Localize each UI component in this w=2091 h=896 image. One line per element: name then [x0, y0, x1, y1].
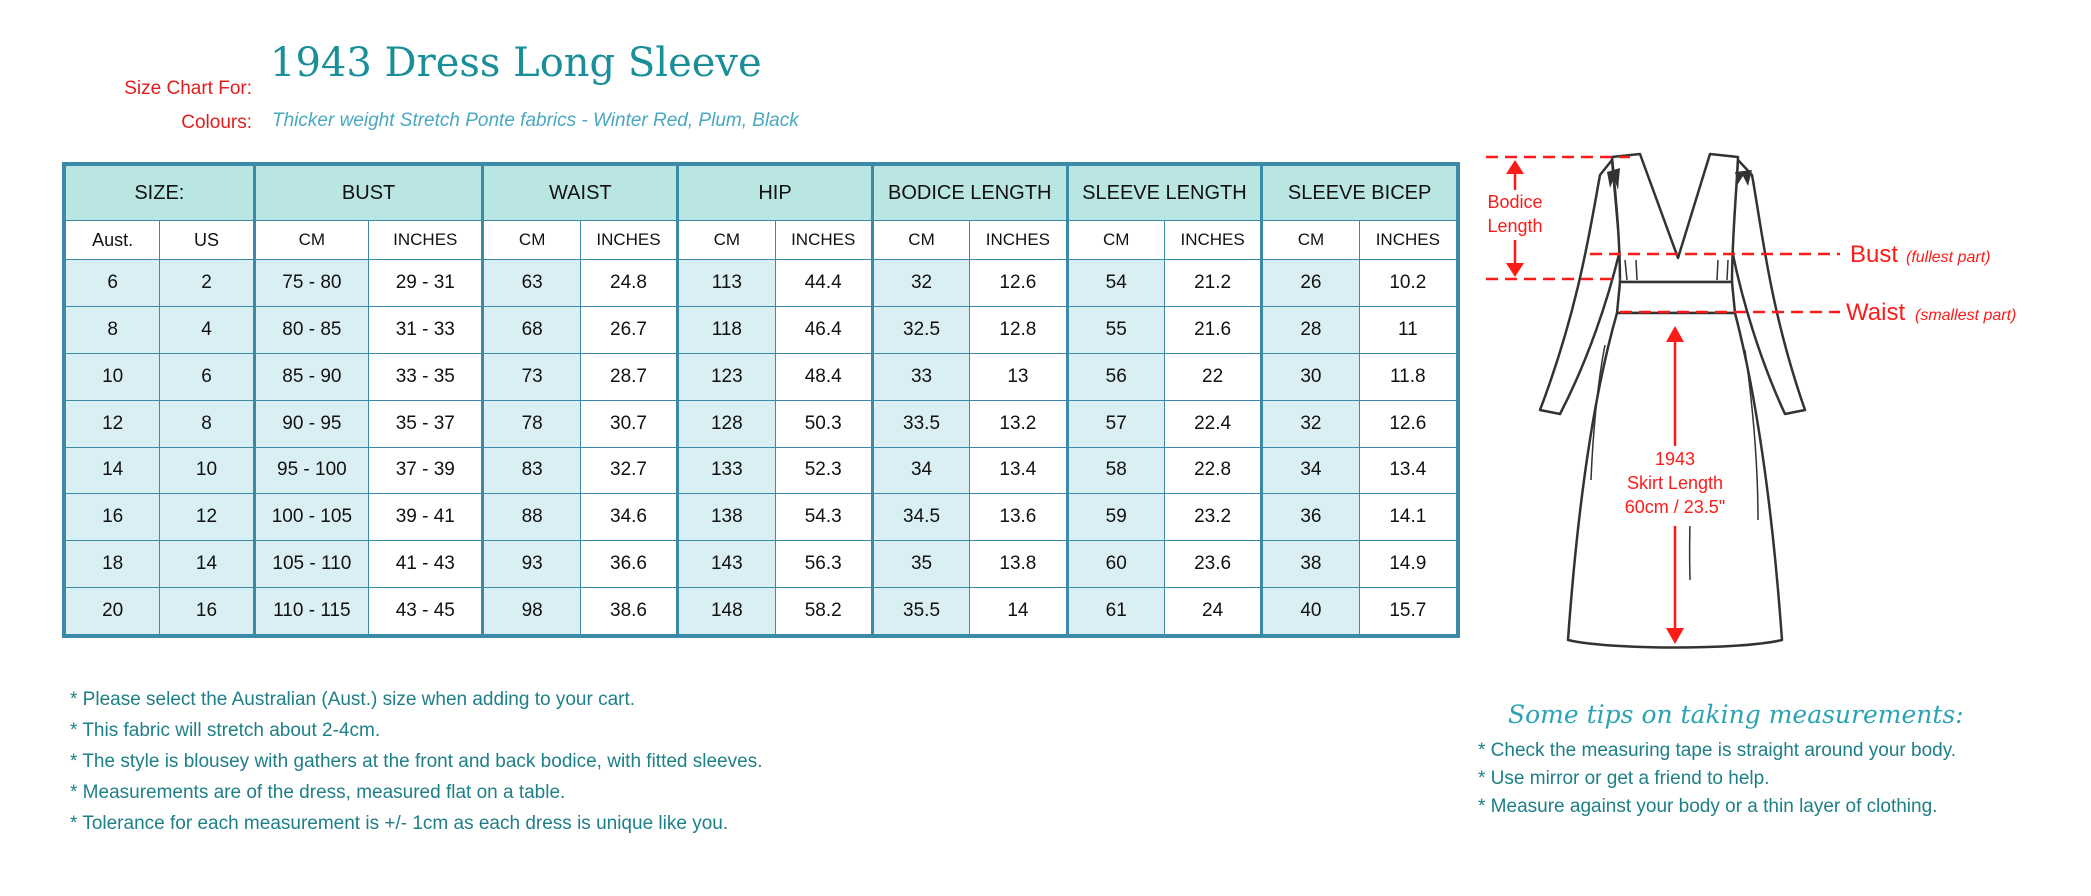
table-cell: 58.2 — [775, 588, 872, 635]
sub-header-cell: CM — [254, 221, 368, 260]
table-cell: 18 — [66, 541, 160, 588]
table-cell: 8 — [160, 400, 254, 447]
sub-header-cell: INCHES — [369, 221, 483, 260]
table-cell: 4 — [160, 306, 254, 353]
table-cell: 90 - 95 — [254, 400, 368, 447]
table-cell: 123 — [678, 353, 775, 400]
table-cell: 85 - 90 — [254, 353, 368, 400]
table-cell: 110 - 115 — [254, 588, 368, 635]
table-cell: 13.4 — [1359, 447, 1456, 494]
table-cell: 11 — [1359, 306, 1456, 353]
table-cell: 33 - 35 — [369, 353, 483, 400]
table-row — [66, 494, 1457, 541]
table-row — [66, 353, 1457, 400]
table-cell: 31 - 33 — [369, 306, 483, 353]
bodice — [1612, 154, 1738, 282]
sub-header-cell: INCHES — [1359, 221, 1456, 260]
table-cell: 6 — [160, 353, 254, 400]
table-cell: 54.3 — [775, 494, 872, 541]
table-cell: 8 — [66, 306, 160, 353]
table-cell: 36.6 — [580, 541, 677, 588]
group-header-size: SIZE: — [66, 166, 255, 221]
table-cell: 14.9 — [1359, 541, 1456, 588]
notes-list — [70, 684, 762, 839]
table-cell: 28 — [1262, 306, 1359, 353]
sub-header-cell: US — [160, 221, 254, 260]
table-cell: 83 — [483, 447, 580, 494]
tips-title: Some tips on taking measurements: — [1508, 700, 1964, 729]
table-cell: 33 — [872, 353, 969, 400]
table-cell: 63 — [483, 260, 580, 307]
table-cell: 128 — [678, 400, 775, 447]
table-cell: 34 — [1262, 447, 1359, 494]
sub-header-row — [66, 221, 1457, 260]
group-header-waist: WAIST — [483, 166, 678, 221]
table-cell: 98 — [483, 588, 580, 635]
size-table — [65, 165, 1457, 635]
table-cell: 55 — [1067, 306, 1164, 353]
tip-item: * Check the measuring tape is straight around your body. — [1478, 740, 1957, 761]
table-cell: 13.6 — [970, 494, 1067, 541]
group-header-bust: BUST — [254, 166, 483, 221]
group-header-sleeve-length: SLEEVE LENGTH — [1067, 166, 1262, 221]
sub-header-cell: Aust. — [66, 221, 160, 260]
table-cell: 16 — [160, 588, 254, 635]
table-cell: 59 — [1067, 494, 1164, 541]
group-header-bodice-length: BODICE LENGTH — [872, 166, 1067, 221]
table-cell: 58 — [1067, 447, 1164, 494]
table-cell: 133 — [678, 447, 775, 494]
table-cell: 33.5 — [872, 400, 969, 447]
table-cell: 37 - 39 — [369, 447, 483, 494]
table-cell: 12.6 — [1359, 400, 1456, 447]
table-cell: 35.5 — [872, 588, 969, 635]
size-chart-label: Size Chart For: — [124, 78, 252, 99]
table-cell: 36 — [1262, 494, 1359, 541]
table-row — [66, 260, 1457, 307]
waist-label: Waist — [1846, 299, 1906, 326]
table-cell: 61 — [1067, 588, 1164, 635]
sub-header-cell: INCHES — [580, 221, 677, 260]
table-cell: 20 — [66, 588, 160, 635]
table-cell: 38 — [1262, 541, 1359, 588]
table-cell: 113 — [678, 260, 775, 307]
colours-value: Thicker weight Stretch Ponte fabrics - Winter Red, Plum, Black — [272, 110, 799, 131]
page-title: 1943 Dress Long Sleeve — [270, 40, 762, 86]
table-cell: 41 - 43 — [369, 541, 483, 588]
table-cell: 38.6 — [580, 588, 677, 635]
note-item: * Measurements are of the dress, measured flat on a table. — [70, 782, 566, 803]
table-cell: 46.4 — [775, 306, 872, 353]
table-cell: 28.7 — [580, 353, 677, 400]
table-cell: 15.7 — [1359, 588, 1456, 635]
table-cell: 50.3 — [775, 400, 872, 447]
table-cell: 148 — [678, 588, 775, 635]
group-header-hip: HIP — [678, 166, 873, 221]
dress-illustration-icon — [1470, 140, 2070, 660]
table-row — [66, 306, 1457, 353]
group-header-sleeve-bicep: SLEEVE BICEP — [1262, 166, 1457, 221]
table-cell: 32 — [1262, 400, 1359, 447]
table-cell: 24.8 — [580, 260, 677, 307]
table-cell: 12 — [66, 400, 160, 447]
table-cell: 16 — [66, 494, 160, 541]
sub-header-cell: CM — [483, 221, 580, 260]
table-cell: 93 — [483, 541, 580, 588]
table-cell: 23.2 — [1164, 494, 1261, 541]
sub-header-cell: CM — [1067, 221, 1164, 260]
table-cell: 32.7 — [580, 447, 677, 494]
table-cell: 21.6 — [1164, 306, 1261, 353]
table-cell: 14 — [970, 588, 1067, 635]
skirt-length-label-1: 1943 — [1654, 449, 1696, 469]
table-cell: 12.6 — [970, 260, 1067, 307]
table-cell: 32 — [872, 260, 969, 307]
bust-note: (fullest part) — [1906, 249, 1991, 266]
table-cell: 35 — [872, 541, 969, 588]
table-cell: 32.5 — [872, 306, 969, 353]
table-cell: 57 — [1067, 400, 1164, 447]
table-cell: 12.8 — [970, 306, 1067, 353]
table-cell: 80 - 85 — [254, 306, 368, 353]
table-cell: 13.8 — [970, 541, 1067, 588]
skirt-length-label-2: Skirt Length — [1626, 473, 1724, 493]
table-row — [66, 541, 1457, 588]
table-cell: 35 - 37 — [369, 400, 483, 447]
waistband — [1617, 282, 1735, 313]
table-cell: 13.4 — [970, 447, 1067, 494]
table-cell: 118 — [678, 306, 775, 353]
table-cell: 68 — [483, 306, 580, 353]
tip-item: * Measure against your body or a thin layer of clothing. — [1478, 796, 1938, 817]
table-cell: 95 - 100 — [254, 447, 368, 494]
bodice-length-label-1: Bodice — [1487, 192, 1543, 212]
table-cell: 22 — [1164, 353, 1261, 400]
table-cell: 44.4 — [775, 260, 872, 307]
bust-label: Bust — [1850, 241, 1899, 268]
table-row — [66, 400, 1457, 447]
table-cell: 2 — [160, 260, 254, 307]
table-cell: 30.7 — [580, 400, 677, 447]
table-cell: 100 - 105 — [254, 494, 368, 541]
table-cell: 143 — [678, 541, 775, 588]
table-cell: 54 — [1067, 260, 1164, 307]
table-cell: 34.5 — [872, 494, 969, 541]
table-cell: 22.8 — [1164, 447, 1261, 494]
table-cell: 10.2 — [1359, 260, 1456, 307]
note-item: * Please select the Australian (Aust.) size when adding to your cart. — [70, 689, 636, 710]
note-item: * This fabric will stretch about 2-4cm. — [70, 720, 381, 741]
table-row — [66, 447, 1457, 494]
skirt-length-label-3: 60cm / 23.5" — [1624, 497, 1726, 517]
sub-header-cell: CM — [678, 221, 775, 260]
table-cell: 24 — [1164, 588, 1261, 635]
table-cell: 56 — [1067, 353, 1164, 400]
table-cell: 40 — [1262, 588, 1359, 635]
table-cell: 6 — [66, 260, 160, 307]
table-cell: 14 — [160, 541, 254, 588]
table-cell: 10 — [160, 447, 254, 494]
table-cell: 13.2 — [970, 400, 1067, 447]
note-item: * Tolerance for each measurement is +/- 1cm as each dress is unique like you. — [70, 813, 729, 834]
table-cell: 73 — [483, 353, 580, 400]
table-cell: 14.1 — [1359, 494, 1456, 541]
sub-header-cell: CM — [1262, 221, 1359, 260]
table-cell: 14 — [66, 447, 160, 494]
table-cell: 75 - 80 — [254, 260, 368, 307]
table-cell: 26.7 — [580, 306, 677, 353]
sub-header-cell: INCHES — [970, 221, 1067, 260]
table-cell: 34.6 — [580, 494, 677, 541]
sub-header-cell: CM — [872, 221, 969, 260]
table-cell: 105 - 110 — [254, 541, 368, 588]
table-cell: 43 - 45 — [369, 588, 483, 635]
table-cell: 34 — [872, 447, 969, 494]
table-cell: 138 — [678, 494, 775, 541]
waist-note: (smallest part) — [1915, 307, 2017, 324]
table-cell: 21.2 — [1164, 260, 1261, 307]
sub-header-cell: INCHES — [775, 221, 872, 260]
table-cell: 22.4 — [1164, 400, 1261, 447]
sub-header-cell: INCHES — [1164, 221, 1261, 260]
table-row — [66, 588, 1457, 635]
table-cell: 23.6 — [1164, 541, 1261, 588]
table-cell: 60 — [1067, 541, 1164, 588]
note-item: * The style is blousey with gathers at the front and back bodice, with fitted sleeves. — [70, 751, 763, 772]
table-cell: 56.3 — [775, 541, 872, 588]
table-cell: 11.8 — [1359, 353, 1456, 400]
tip-item: * Use mirror or get a friend to help. — [1478, 768, 1770, 789]
table-cell: 39 - 41 — [369, 494, 483, 541]
group-header-row — [66, 166, 1457, 221]
table-cell: 26 — [1262, 260, 1359, 307]
table-cell: 29 - 31 — [369, 260, 483, 307]
colours-label: Colours: — [181, 112, 252, 133]
table-cell: 52.3 — [775, 447, 872, 494]
table-cell: 12 — [160, 494, 254, 541]
table-cell: 78 — [483, 400, 580, 447]
tips-list — [1478, 737, 1956, 821]
bodice-length-label-2: Length — [1487, 216, 1543, 236]
table-cell: 30 — [1262, 353, 1359, 400]
table-cell: 13 — [970, 353, 1067, 400]
table-cell: 88 — [483, 494, 580, 541]
table-cell: 48.4 — [775, 353, 872, 400]
table-cell: 10 — [66, 353, 160, 400]
